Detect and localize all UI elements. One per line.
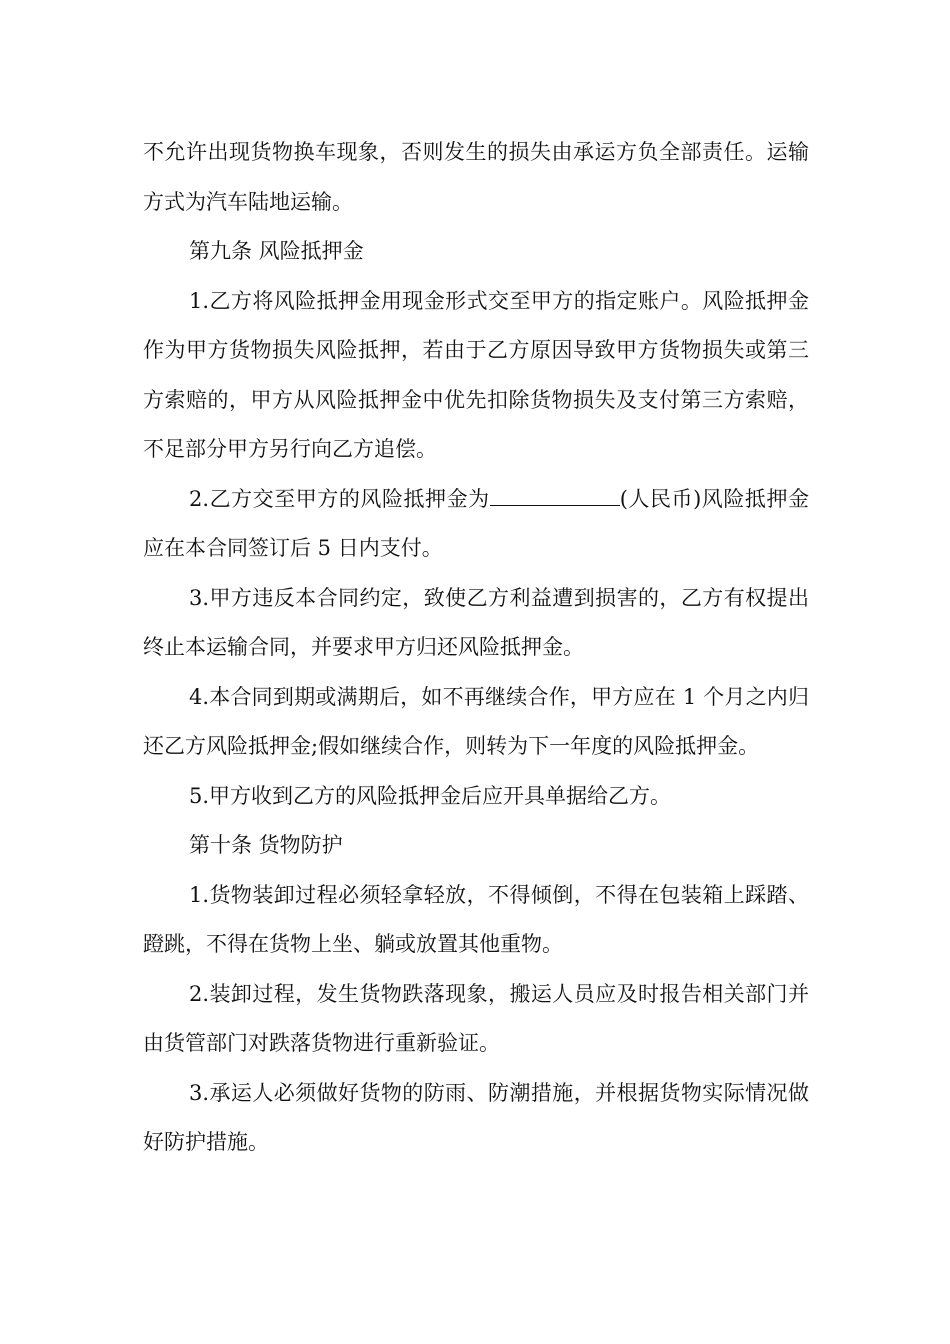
article-10-clause-1: 1.货物装卸过程必须轻拿轻放，不得倾倒，不得在包装箱上踩踏、蹬跳，不得在货物上坐、躺或放置其他重物。 [143,882,809,956]
article-9-clause-2 [143,475,809,574]
article-10-clause-3: 3.承运人必须做好货物的防雨、防潮措施，并根据货物实际情况做好防护措施。 [143,1080,809,1154]
document-page [143,128,809,1168]
article-9-clause-1: 1.乙方将风险抵押金用现金形式交至甲方的指定账户。风险抵押金作为甲方货物损失风险抵押，若由于乙方原因导致甲方货物损失或第三方索赔的，甲方从风险抵押金中优先扣除货物损失及支付第三方索赔，不足部分甲方另行向乙方追偿。 [143,288,809,461]
article-9-clause-4: 4.本合同到期或满期后，如不再继续合作，甲方应在 1 个月之内归还乙方风险抵押金;假如继续合作，则转为下一年度的风险抵押金。 [143,684,809,758]
clause-2-text-before: 2.乙方交至甲方的风险抵押金为 [189,486,490,511]
article-9-clause-5: 5.甲方收到乙方的风险抵押金后应开具单据给乙方。 [189,783,672,808]
article-10-clause-2: 2.装卸过程，发生货物跌落现象，搬运人员应及时报告相关部门并由货管部门对跌落货物进行重新验证。 [143,981,809,1055]
article-10-heading: 第十条 货物防护 [189,833,343,857]
article-9-heading: 第九条 风险抵押金 [189,239,364,263]
article-9-clause-3: 3.甲方违反本合同约定，致使乙方利益遭到损害的，乙方有权提出终止本运输合同，并要求甲方归还风险抵押金。 [143,585,809,659]
clause-2-text-after: (人民币)风险抵押金应在本合同签订后 5 日内支付。 [143,486,809,560]
deposit-amount-blank [490,485,620,506]
paragraph-transport-method: 不允许出现货物换车现象，否则发生的损失由承运方负全部责任。运输方式为汽车陆地运输。 [143,140,809,214]
